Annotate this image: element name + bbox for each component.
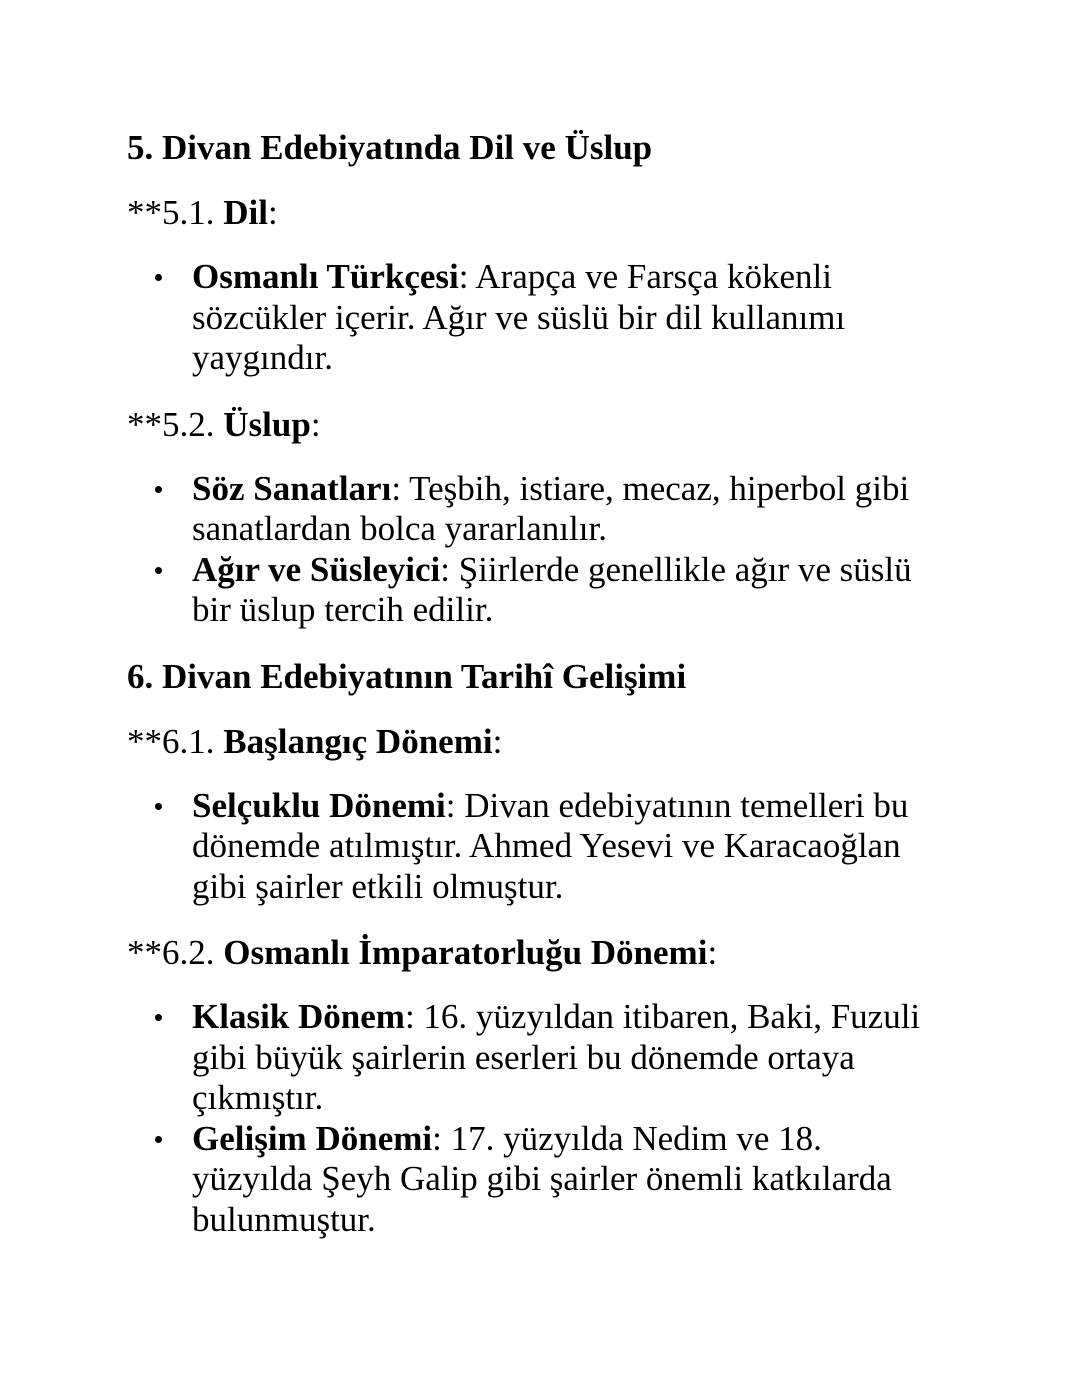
document-page xyxy=(127,126,947,1240)
list-item-term: Söz Sanatları xyxy=(192,468,392,508)
list-item xyxy=(127,786,947,908)
list-item-text: : Divan edebiyatının temelleri bu dönemde atılmıştır. Ahmed Yesevi ve Karacaoğlan gibi şairler etkili olmuştur. xyxy=(192,785,909,906)
list-item-term: Osmanlı Türkçesi xyxy=(192,257,459,296)
section-heading: 6. Divan Edebiyatının Tarihî Gelişimi xyxy=(127,656,687,696)
subsection-suffix: : xyxy=(492,721,503,761)
subsection-prefix: **6.2. xyxy=(127,933,224,972)
subsection-prefix: **6.1. xyxy=(127,721,224,761)
subsection-suffix: : xyxy=(310,404,321,444)
subsection-prefix: **5.1. xyxy=(127,193,224,232)
bullet-icon xyxy=(155,803,162,810)
list-item xyxy=(127,1119,947,1241)
list-item-term: Ağır ve Süsleyici xyxy=(192,549,441,589)
list-item xyxy=(127,469,947,550)
list-item-text: : 16. yüzyıldan itibaren, Baki, Fuzuli gibi büyük şairlerin eserleri bu dönemde ortaya çıkmıştır. xyxy=(192,997,921,1117)
subsection-title: Dil xyxy=(223,193,268,232)
bullet-icon xyxy=(155,1014,162,1021)
subsection-prefix: **5.2. xyxy=(127,404,224,444)
subsection-heading xyxy=(127,931,947,975)
subsection-suffix: : xyxy=(707,933,718,972)
bullet-icon xyxy=(155,567,162,574)
subsection-heading xyxy=(127,403,947,447)
subsection-title: Üslup xyxy=(223,404,311,444)
list-item xyxy=(127,257,947,379)
bullet-list xyxy=(127,469,947,631)
subsection-heading xyxy=(127,720,947,764)
list-item-term: Gelişim Dönemi xyxy=(192,1118,433,1158)
bullet-list xyxy=(127,257,947,379)
subsection-heading xyxy=(127,191,947,235)
bullet-icon xyxy=(155,274,162,281)
bullet-list xyxy=(127,997,947,1240)
bullet-list xyxy=(127,786,947,908)
bullet-icon xyxy=(155,1136,162,1143)
bullet-icon xyxy=(155,486,162,493)
list-item-term: Klasik Dönem xyxy=(192,997,405,1036)
list-item-text: : 17. yüzyılda Nedim ve 18. yüzyılda Şeyh Galip gibi şairler önemli katkılarda bulunmuştur. xyxy=(192,1118,892,1239)
list-item xyxy=(127,997,947,1119)
list-item-term: Selçuklu Dönemi xyxy=(192,785,446,825)
subsection-title: Başlangıç Dönemi xyxy=(223,721,493,761)
subsection-title: Osmanlı İmparatorluğu Dönemi xyxy=(223,933,708,972)
list-item-text: : Teşbih, istiare, mecaz, hiperbol gibi sanatlardan bolca yararlanılır. xyxy=(192,468,910,548)
section-heading: 5. Divan Edebiyatında Dil ve Üslup xyxy=(127,128,653,167)
subsection-suffix: : xyxy=(267,193,278,232)
list-item-text: : Şiirlerde genellikle ağır ve süslü bir üslup tercih edilir. xyxy=(192,549,912,629)
list-item xyxy=(127,550,947,631)
list-item-text: : Arapça ve Farsça kökenli sözcükler içerir. Ağır ve süslü bir dil kullanımı yaygındır. xyxy=(192,257,846,377)
